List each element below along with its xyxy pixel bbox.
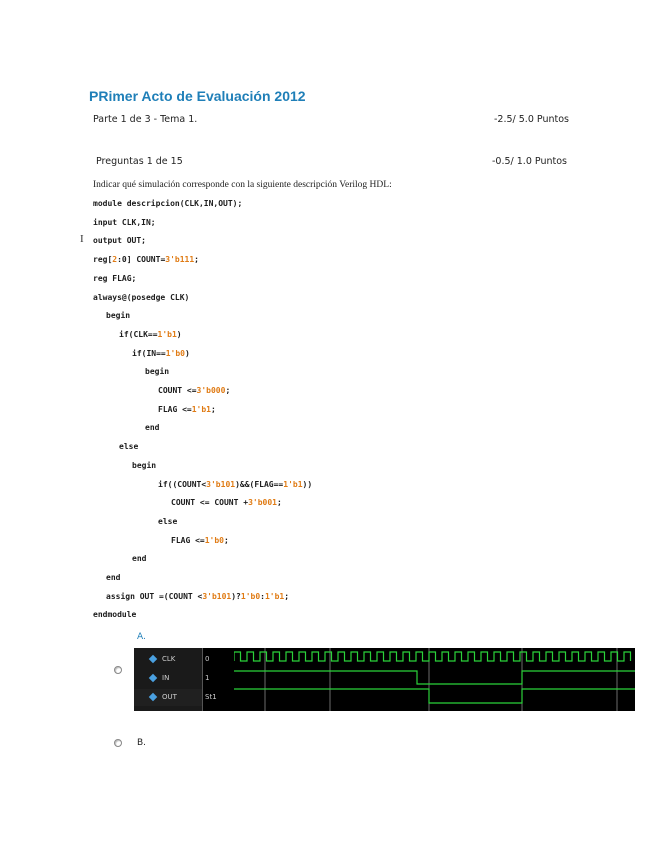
question-text: Indicar qué simulación corresponde con la siguiente descripción Verilog HDL: <box>93 180 392 190</box>
code-literal: 1'b1 <box>191 404 211 414</box>
signal-diamond-icon <box>149 674 157 682</box>
code-token: end <box>145 423 160 433</box>
code-literal: 1'b1 <box>157 329 177 339</box>
part-points: -2.5/ 5.0 Puntos <box>494 114 569 125</box>
code-literal: 1'b0 <box>240 591 261 601</box>
code-token: : <box>260 591 265 601</box>
code-token: output OUT; <box>93 236 146 246</box>
in-trace <box>234 671 635 684</box>
code-line <box>145 423 159 432</box>
code-token: FLAG <= <box>171 535 205 545</box>
code-literal: 2 <box>112 255 118 265</box>
code-line <box>132 461 156 470</box>
code-line <box>132 349 190 358</box>
code-token: module descripcion(CLK,IN,OUT); <box>93 199 243 208</box>
code-line <box>171 498 282 507</box>
signal-row-clk <box>134 651 202 668</box>
signal-value: 0 <box>205 655 210 663</box>
part-label: Parte 1 de 3 - Tema 1. <box>93 114 198 125</box>
code-token: begin <box>132 460 157 470</box>
code-token: begin <box>145 367 170 377</box>
option-b-label: B. <box>137 738 147 748</box>
code-literal: 3'b101 <box>206 479 236 489</box>
signal-row-out <box>134 689 202 706</box>
code-line <box>93 610 136 619</box>
code-line <box>158 386 230 395</box>
signal-value: 1 <box>205 674 210 682</box>
code-token: else <box>119 442 139 452</box>
signal-name: OUT <box>162 693 177 701</box>
waveform-traces <box>234 648 635 711</box>
question-label: Preguntas 1 de 15 <box>96 156 183 167</box>
code-line <box>93 274 136 283</box>
code-token: begin <box>106 311 131 321</box>
code-token: ; <box>194 255 199 265</box>
code-token: ; <box>225 386 231 395</box>
code-literal: 1'b1 <box>264 591 285 601</box>
out-trace <box>234 689 635 703</box>
code-token: :0] COUNT= <box>117 255 166 265</box>
signal-name: CLK <box>162 655 176 663</box>
code-token: always@(posedge CLK) <box>93 292 190 302</box>
signal-diamond-icon <box>149 693 157 701</box>
code-token: ; <box>276 498 282 508</box>
code-line <box>145 367 169 376</box>
code-literal: 3'b101 <box>202 591 232 601</box>
code-line <box>93 255 199 264</box>
code-line <box>119 330 182 339</box>
code-token: ; <box>210 404 216 414</box>
code-token: COUNT <= COUNT + <box>171 498 249 508</box>
code-token: else <box>158 516 178 526</box>
signal-row-in <box>134 670 202 687</box>
code-line <box>158 480 312 489</box>
signal-panel <box>134 648 202 711</box>
code-token: ) <box>176 329 182 339</box>
code-token: FLAG <= <box>158 404 192 414</box>
option-a-label: A. <box>137 632 146 642</box>
code-token: endmodule <box>93 610 137 620</box>
signal-value: St1 <box>205 693 217 701</box>
code-line <box>93 293 189 302</box>
code-literal: 3'b111 <box>165 255 195 265</box>
code-literal: 3'b000 <box>196 386 226 395</box>
signal-diamond-icon <box>149 655 157 663</box>
code-token: reg[ <box>93 255 113 265</box>
code-line <box>93 199 242 208</box>
code-literal: 1'b0 <box>165 348 185 358</box>
code-line <box>158 517 177 526</box>
code-token: if(IN== <box>132 348 166 358</box>
code-token: ) <box>184 348 190 358</box>
code-token: end <box>106 573 121 582</box>
code-line <box>93 218 156 227</box>
code-literal: 3'b001 <box>248 498 277 508</box>
waveform-image-option-a <box>134 648 635 711</box>
code-line <box>158 405 216 414</box>
question-points: -0.5/ 1.0 Puntos <box>492 156 567 167</box>
code-line <box>106 592 289 601</box>
code-token: )&&(FLAG== <box>235 479 284 489</box>
signal-name: IN <box>162 674 170 682</box>
clk-trace <box>234 652 631 661</box>
code-literal: 1'b0 <box>204 535 224 545</box>
option-b-radio[interactable] <box>114 739 122 747</box>
code-token: end <box>132 554 147 564</box>
side-marker: I <box>80 233 84 245</box>
code-line <box>132 554 146 563</box>
code-literal: 1'b1 <box>283 479 303 489</box>
exam-title: PRimer Acto de Evaluación 2012 <box>89 88 306 104</box>
code-line <box>106 573 120 582</box>
code-token: if(CLK== <box>119 329 158 339</box>
code-line <box>106 311 130 320</box>
code-token: input CLK,IN; <box>93 217 156 227</box>
code-token: )? <box>231 591 241 601</box>
code-line <box>93 236 146 245</box>
option-a-radio[interactable] <box>114 666 122 674</box>
code-token: ; <box>223 535 229 545</box>
code-line <box>171 536 229 545</box>
code-token: ; <box>284 591 290 601</box>
code-token: COUNT <= <box>158 386 197 395</box>
code-line <box>119 442 138 451</box>
code-token: )) <box>302 479 313 489</box>
code-token: assign OUT =(COUNT < <box>106 591 203 601</box>
code-token: reg FLAG; <box>93 273 137 283</box>
code-token: if((COUNT< <box>158 479 207 489</box>
